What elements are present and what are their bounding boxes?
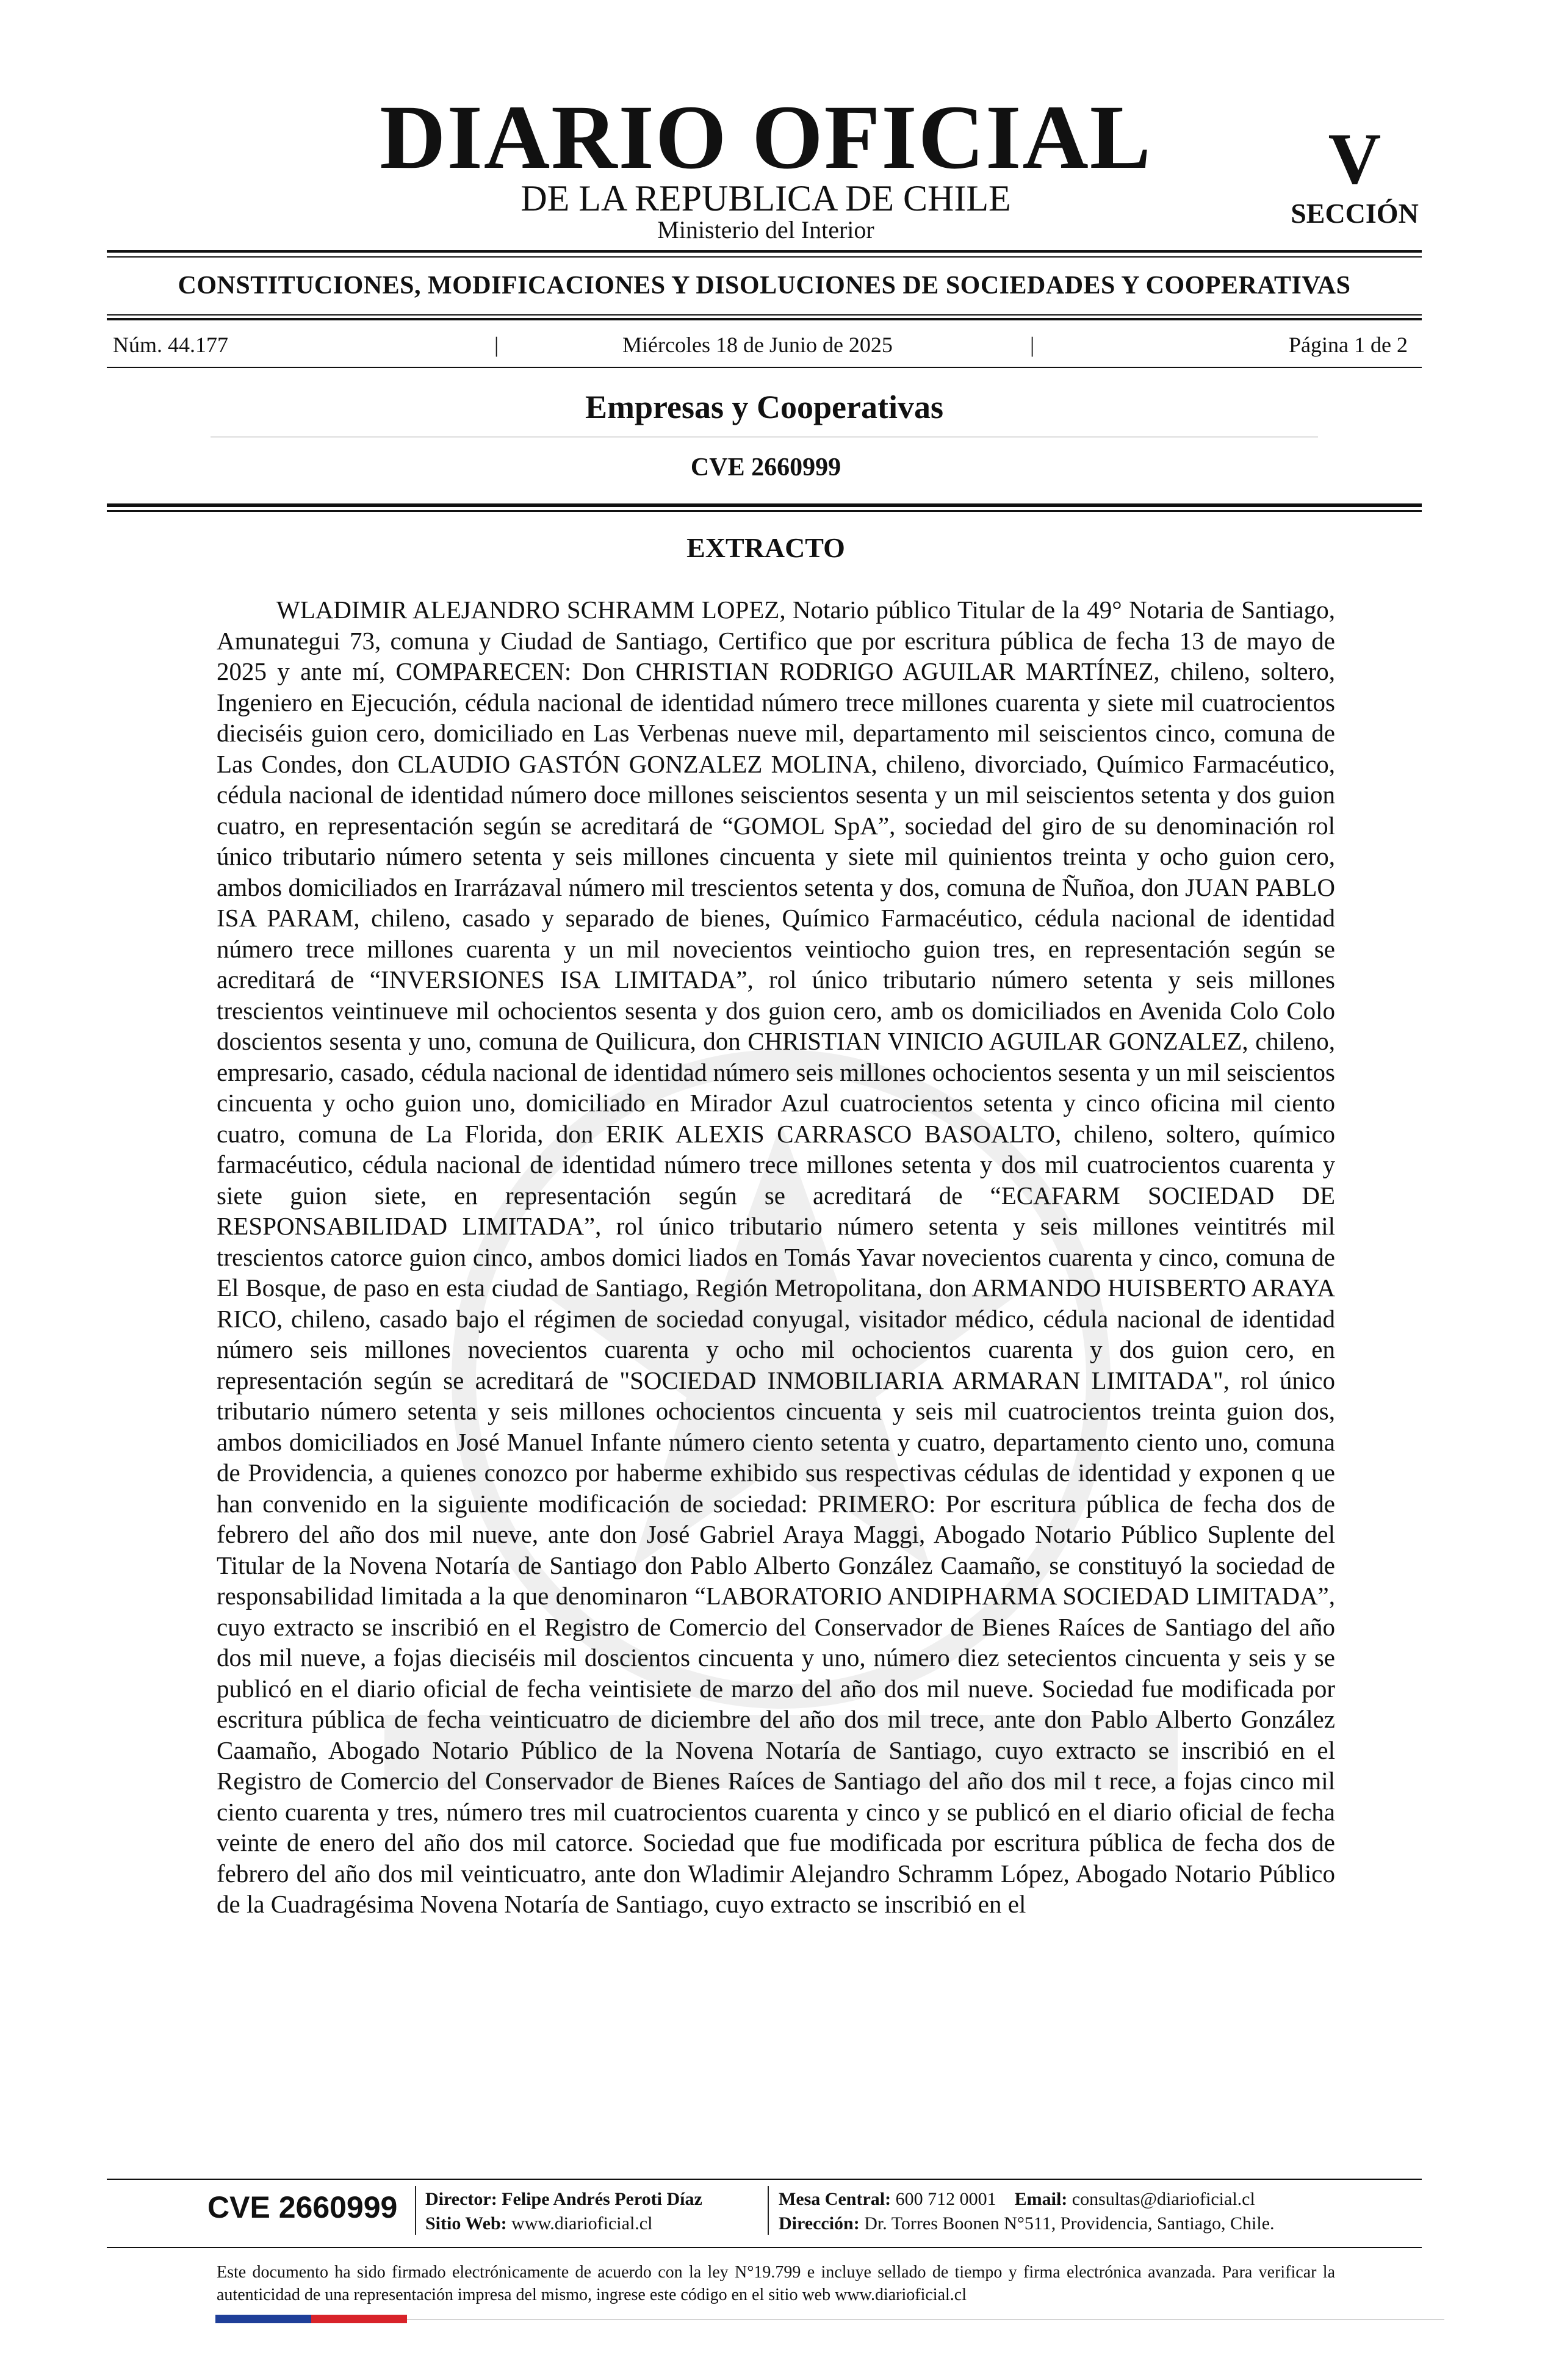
page-indicator: Página 1 de 2: [1289, 333, 1408, 357]
masthead-rule-top: [107, 250, 1422, 253]
footer-rule-top: [107, 2179, 1422, 2180]
address-value: Dr. Torres Boonen N°511, Providencia, Santiago, Chile.: [864, 2213, 1275, 2234]
masthead-rule-bottom: [107, 256, 1422, 258]
section-word: SECCIÓN: [1291, 198, 1419, 229]
footer-contact-line: [779, 2187, 1275, 2212]
info-rule-top-2: [107, 318, 1422, 320]
info-separator-2: |: [1030, 333, 1035, 357]
mesa-label: Mesa Central:: [779, 2189, 891, 2209]
info-rule-bottom: [107, 367, 1422, 368]
footer-rule-bottom: [107, 2247, 1422, 2248]
info-rule-top: [107, 314, 1422, 316]
mesa-value: 600 712 0001: [895, 2189, 996, 2209]
category-heading: CONSTITUCIONES, MODIFICACIONES Y DISOLUCIONES DE SOCIEDADES Y COOPERATIVAS: [178, 272, 1351, 300]
director-name: Felipe Andrés Peroti Díaz: [502, 2189, 702, 2209]
footer-divider-2: [768, 2186, 769, 2235]
flag-stripe-red: [311, 2315, 407, 2323]
footer-divider-1: [415, 2186, 416, 2235]
masthead-ministry: Ministerio del Interior: [657, 216, 874, 243]
flag-stripe-blue: [215, 2315, 311, 2323]
masthead-subtitle: DE LA REPUBLICA DE CHILE: [520, 178, 1011, 218]
footer-cve-code: CVE 2660999: [207, 2190, 398, 2224]
cve-rule-1: [107, 503, 1422, 507]
footer-legal-note: Este documento ha sido firmado electrónicamente de acuerdo con la ley N°19.799 e incluye sellado de tiempo y firma electrónica avanzada. Para verificar la autenticidad de una representación impresa del mismo, ingrese este código en el sitio web www.diarioficial.cl: [217, 2263, 1335, 2304]
director-label: Director:: [425, 2189, 497, 2209]
extract-body-text: WLADIMIR ALEJANDRO SCHRAMM LOPEZ, Notario público Titular de la 49° Notaria de Santiago, Amunategui 73, comuna y Ciudad de Santiago, Certifico que por escritura pública de fecha 13 de mayo de 2025 y ante mí, COMPARECEN: Don CHRISTIAN RODRIGO AGUILAR MARTÍNEZ, chileno, soltero, Ingeniero en Ejecución, cédula nacional de identidad número trece millones cuarenta y siete mil cuatrocientos dieciséis guion cero, domiciliado en Las Verbenas nueve mil, departamento mil seiscientos cinco, comuna de Las Condes, don CLAUDIO GASTÓN GONZALEZ MOLINA, chileno, divorciado, Químico Farmacéutico, cédula nacional de identidad número doce millones seiscientos sesenta y un mil seiscientos setenta y dos guion cuatro, en representación según se acreditará de “GOMOL SpA”, sociedad del giro de su denominación rol único tributario número setenta y seis millones cincuenta y siete mil quinientos treinta y ocho guion cero, ambos domiciliados en Irarrázaval número mil trescientos setenta y dos, comuna de Ñuñoa, don JUAN PABLO ISA PARAM, chileno, casado y separado de bienes, Químico Farmacéutico, cédula nacional de identidad número trece millones cuarenta y un mil novecientos veintiocho guion tres, en representación según se acreditará de “INVERSIONES ISA LIMITADA”, rol único tributario número setenta y seis millones trescientos veintinueve mil ochocientos sesenta y dos guion cero, amb os domiciliados en Avenida Colo Colo doscientos sesenta y uno, comuna de Quilicura, don CHRISTIAN VINICIO AGUILAR GONZALEZ, chileno, empresario, casado, cédula nacional de identidad número seis millones ochocientos sesenta y un mil seiscientos cincuenta y ocho guion uno, domiciliado en Mirador Azul cuatrocientos setenta y cinco oficina mil ciento cuatro, comuna de La Florida, don ERIK ALEXIS CARRASCO BASOALTO, chileno, soltero, químico farmacéutico, cédula nacional de identidad número trece millones setenta y dos mil cuatrocientos cuarenta y siete guion siete, en representación según se acreditará de “ECAFARM SOCIEDAD DE RESPONSABILIDAD LIMITADA”, rol único tributario número setenta y seis millones veintitrés mil trescientos catorce guion cinco, ambos domici liados en Tomás Yavar novecientos cuarenta y cinco, comuna de El Bosque, de paso en esta ciudad de Santiago, Región Metropolitana, don ARMANDO HUISBERTO ARAYA RICO, chileno, casado bajo el régimen de sociedad conyugal, visitador médico, cédula nacional de identidad número seis millones novecientos cuarenta y ocho mil ochocientos cuarenta y dos guion cero, en representación según se acreditará de "SOCIEDAD INMOBILIARIA ARMARAN LIMITADA", rol único tributario número setenta y seis millones ochocientos cincuenta y seis mil cuatrocientos treinta guion dos, ambos domiciliados en José Manuel Infante número ciento setenta y cuatro, departamento ciento uno, comuna de Providencia, a quienes conozco por haberme exhibido sus respectivas cédulas de identidad y exponen q ue han convenido en la siguiente modificación de sociedad: PRIMERO: Por escritura pública de fecha dos de febrero del año dos mil nueve, ante don José Gabriel Araya Maggi, Abogado Notario Público Suplente del Titular de la Novena Notaría de Santiago don Pablo Alberto González Caamaño, se constituyó la sociedad de responsabilidad limitada a la que denominaron “LABORATORIO ANDIPHARMA SOCIEDAD LIMITADA”, cuyo extracto se inscribió en el Registro de Comercio del Conservador de Bienes Raíces de Santiago del año dos mil nueve, a fojas dieciséis mil doscientos cincuenta y uno, número diez setecientos cincuenta y seis y se publicó en el diario oficial de fecha veintisiete de marzo del año dos mil nueve. Sociedad fue modificada por escritura pública de fecha veinticuatro de diciembre del año dos mil trece, ante don Pablo Alberto González Caamaño, Abogado Notario Público de la Novena Notaría de Santiago, cuyo extracto se inscribió en el Registro de Comercio del Conservador de Bienes Raíces de Santiago del año dos mil t rece, a fojas cinco mil ciento cuarenta y tres, número tres mil cuatrocientos cuarenta y cinco y se publicó en el diario oficial de fecha veinte de enero del año dos mil catorce. Sociedad que fue modificada por escritura pública de fecha dos de febrero del año dos mil veinticuatro, ante don Wladimir Alejandro Schramm López, Abogado Notario Público de la Cuadragésima Novena Notaría de Santiago, cuyo extracto se inscribió en el: [217, 596, 1335, 1918]
footer-contact-block: [779, 2187, 1275, 2236]
masthead-title: DIARIO OFICIAL: [380, 87, 1152, 188]
footer-web-line: [425, 2212, 702, 2236]
issue-date: Miércoles 18 de Junio de 2025: [622, 333, 893, 357]
web-link[interactable]: www.diarioficial.cl: [511, 2213, 653, 2234]
info-separator-1: |: [494, 333, 499, 357]
cve-rule-2: [107, 510, 1422, 512]
footer-director-line: [425, 2187, 702, 2212]
web-label: Sitio Web:: [425, 2213, 507, 2234]
section-title-underline: [211, 436, 1318, 438]
footer-flag-rule: [407, 2319, 1444, 2320]
footer-director-block: [425, 2187, 702, 2236]
address-label: Dirección:: [779, 2213, 860, 2234]
cve-code: CVE 2660999: [690, 453, 841, 481]
issue-number: Núm. 44.177: [113, 333, 228, 357]
email-link[interactable]: consultas@diarioficial.cl: [1072, 2189, 1255, 2209]
footer-address-line: [779, 2212, 1275, 2236]
section-letter: V: [1328, 118, 1381, 199]
document-title: EXTRACTO: [686, 532, 845, 563]
email-label: Email:: [1014, 2189, 1068, 2209]
section-title: Empresas y Cooperativas: [585, 389, 943, 425]
